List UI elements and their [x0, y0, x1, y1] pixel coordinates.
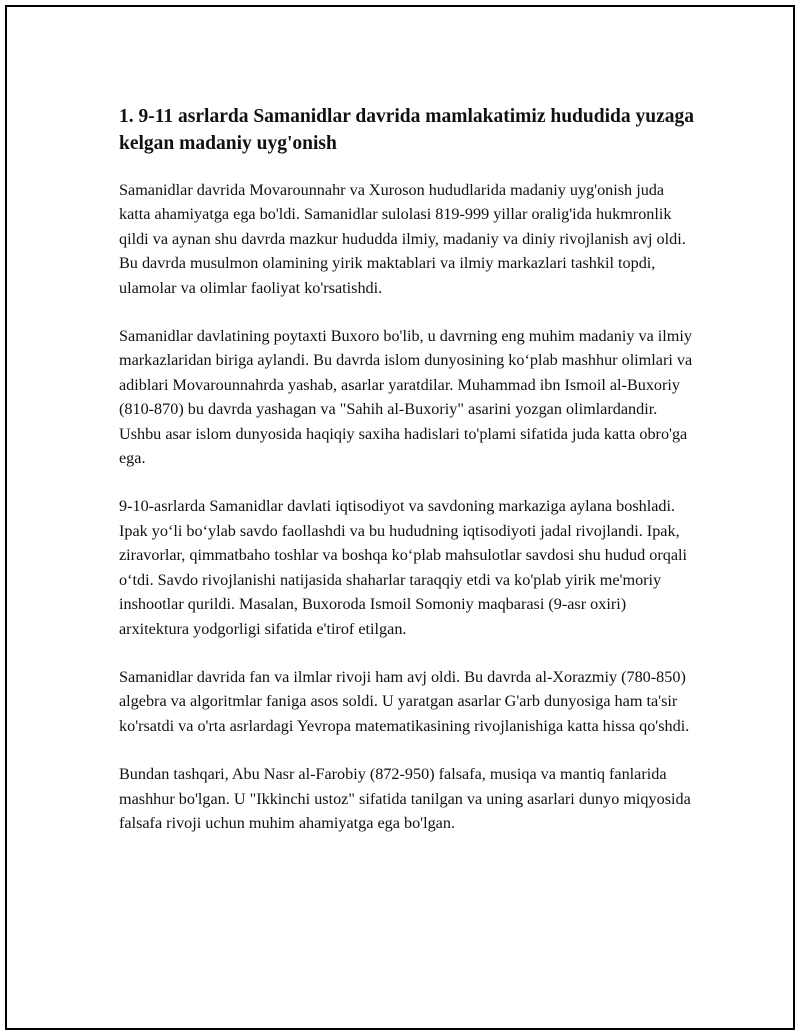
paragraph-science-al-khwarizmi: Samanidlar davrida fan va ilmlar rivoji ham avj oldi. Bu davrda al-Xorazmiy (780-850) algebra va algoritmlar faniga asos soldi. U yaratgan asarlar G'arb dunyosiga ham ta'sir ko'rsatdi va o'rta asrlardagi Yevropa matematikasining rivojlanishiga katta hissa qo'shdi. [119, 667, 690, 735]
paragraph-economy-trade: 9-10-asrlarda Samanidlar davlati iqtisodiyot va savdoning markaziga aylana boshladi. Ipak yo‘li bo‘ylab savdo faollashdi va bu hududning iqtisodiyoti jadal rivojlandi. Ipak, ziravorlar, qimmatbaho toshlar va boshqa ko‘plab mahsulotlar savdosi shu hudud orqali o‘tdi. Savdo rivojlanishi natijasida shaharlar taraqqiy etdi va ko'plab yirik me'moriy inshootlar qurildi. Masalan, Buxoroda Ismoil Somoniy maqbarasi (9-asr oxiri) arxitektura yodgorligi sifatida e'tirof etilgan. [119, 497, 688, 638]
page-frame [5, 5, 795, 1030]
document-body [119, 103, 699, 859]
paragraph-bukhara-capital: Samanidlar davlatining poytaxti Buxoro bo'lib, u davrning eng muhim madaniy va ilmiy markazlaridan biriga aylandi. Bu davrda islom dunyosining ko‘plab mashhur olimlari va adiblari Movarounnahrda yashab, asarlar yaratdilar. Muhammad ibn Ismoil al-Buxoriy (810-870) bu davrda yashagan va "Sahih al-Buxoriy" asarini yozgan olimlardandir. Ushbu asar islom dunyosida haqiqiy saxiha hadislari to'plami sifatida juda katta obro'ga ega. [119, 327, 693, 468]
document-heading: 1. 9-11 asrlarda Samanidlar davrida mamlakatimiz hududida yuzaga kelgan madaniy uyg'onish [119, 106, 694, 154]
paragraph-al-farabi: Bundan tashqari, Abu Nasr al-Farobiy (872-950) falsafa, musiqa va mantiq fanlarida mashhur bo'lgan. U "Ikkinchi ustoz" sifatida tanilgan va uning asarlari dunyo miqyosida falsafa rivoji uchun muhim ahamiyatga ega bo'lgan. [119, 765, 691, 832]
paragraph-samanid-cultural-revival: Samanidlar davrida Movarounnahr va Xuroson hududlarida madaniy uyg'onish juda katta ahamiyatga ega bo'ldi. Samanidlar sulolasi 819-999 yillar oralig'ida hukmronlik qildi va aynan shu davrda mazkur hududda ilmiy, madaniy va diniy rivojlanish avj oldi. Bu davrda musulmon olamining yirik maktablari va ilmiy markazlari tashkil topdi, ulamolar va olimlar faoliyat ko'rsatishdi. [119, 181, 686, 297]
